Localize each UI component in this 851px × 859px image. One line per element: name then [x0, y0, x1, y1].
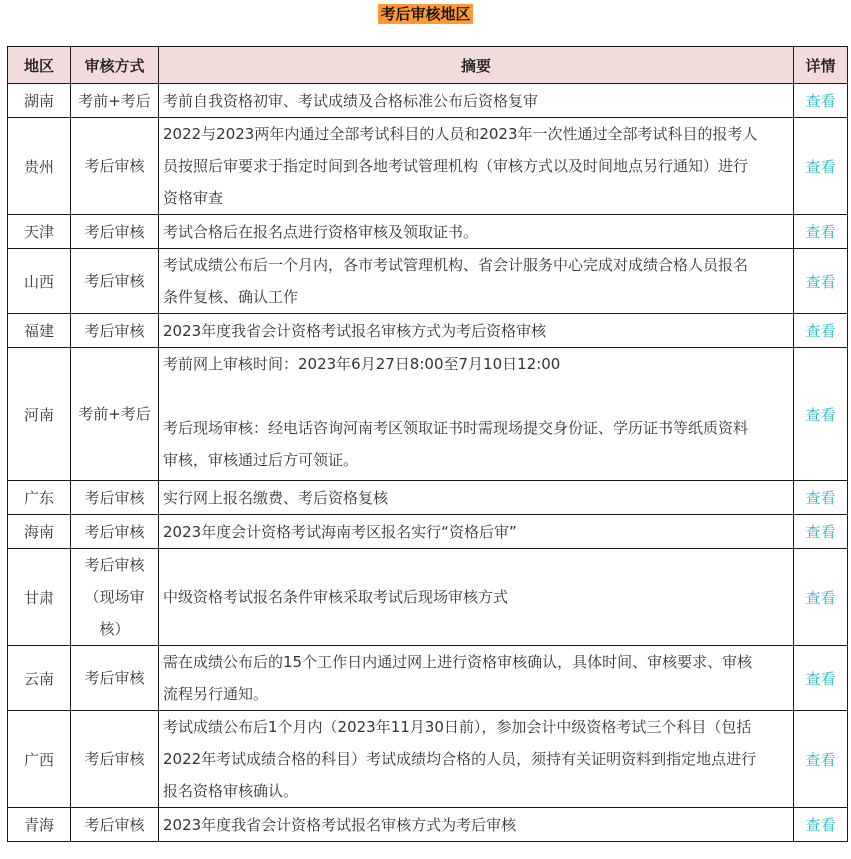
method-cell: 考后审核	[71, 215, 159, 249]
method-cell: 考后审核	[71, 118, 159, 215]
detail-cell	[794, 215, 848, 249]
region-cell: 海南	[8, 515, 71, 549]
header-summary: 摘要	[159, 47, 794, 84]
table-row	[8, 549, 848, 646]
regions-table	[7, 46, 848, 842]
header-row	[8, 47, 848, 84]
summary-line: 2023年度我省会计资格考试报名审核方式为考后审核	[163, 815, 517, 834]
table-row	[8, 481, 848, 515]
view-link[interactable]: 查看	[805, 588, 836, 607]
method-cell: 考后审核	[71, 808, 159, 842]
method-cell: 考后审核	[71, 711, 159, 808]
summary-line: 2023年度我省会计资格考试报名审核方式为考后资格审核	[163, 321, 547, 340]
summary-cell	[159, 215, 794, 249]
page-title: 考后审核地区	[380, 5, 471, 23]
view-link[interactable]: 查看	[805, 669, 836, 688]
method-cell: 考后审核	[71, 314, 159, 348]
summary-line: 审核，审核通过后方可领证。	[163, 451, 359, 469]
region-cell: 天津	[8, 215, 71, 249]
detail-cell	[794, 314, 848, 348]
summary-line: 条件复核、确认工作	[163, 288, 299, 306]
detail-cell	[794, 249, 848, 314]
summary-line: 中级资格考试报名条件审核采取考试后现场审核方式	[163, 588, 509, 606]
method-cell: 考后审核	[71, 646, 159, 711]
method-line: 考后审核	[84, 556, 145, 574]
title-wrap	[0, 4, 851, 24]
view-link[interactable]: 查看	[805, 223, 836, 241]
detail-cell	[794, 646, 848, 711]
region-cell: 广西	[8, 711, 71, 808]
region-cell: 云南	[8, 646, 71, 711]
summary-line: 2022与2023两年内通过全部考试科目的人员和2023年一次性通过全部考试科目的报考人	[163, 125, 758, 143]
region-cell: 广东	[8, 481, 71, 515]
header-method: 审核方式	[71, 47, 159, 84]
summary-cell	[159, 249, 794, 314]
table-row	[8, 515, 848, 549]
summary-line: 2022年考试成绩合格的科目）考试成绩均合格的人员，须持有关证明资料到指定地点进行	[163, 750, 757, 768]
summary-line: 流程另行通知。	[163, 685, 269, 703]
summary-line: 报名资格审核确认。	[163, 782, 299, 800]
summary-cell	[159, 84, 794, 118]
summary-cell	[159, 481, 794, 515]
method-cell: 考前+考后	[71, 84, 159, 118]
region-cell: 湖南	[8, 84, 71, 118]
table-row	[8, 646, 848, 711]
region-cell: 河南	[8, 348, 71, 481]
method-cell: 考前+考后	[71, 348, 159, 481]
summary-line: 需在成绩公布后的15个工作日内通过网上进行资格审核确认，具体时间、审核要求、审核	[163, 653, 753, 671]
method-cell	[71, 549, 159, 646]
detail-cell	[794, 808, 848, 842]
header-region: 地区	[8, 47, 71, 84]
summary-cell	[159, 808, 794, 842]
summary-cell	[159, 314, 794, 348]
view-link[interactable]: 查看	[805, 272, 836, 291]
detail-cell	[794, 481, 848, 515]
header-detail: 详情	[794, 47, 848, 84]
summary-line: 资格审查	[163, 189, 224, 207]
view-link[interactable]: 查看	[805, 322, 836, 340]
summary-line: 考试成绩公布后一个月内，各市考试管理机构、省会计服务中心完成对成绩合格人员报名	[163, 256, 749, 274]
view-link[interactable]: 查看	[805, 489, 836, 507]
view-link[interactable]: 查看	[805, 92, 836, 110]
method-cell: 考后审核	[71, 249, 159, 314]
view-link[interactable]: 查看	[805, 816, 836, 834]
summary-line: 考前网上审核时间：2023年6月27日8:00至7月10日12:00	[163, 355, 561, 373]
table-row	[8, 215, 848, 249]
summary-line: 考后现场审核：经电话咨询河南考区领取证书时需现场提交身份证、学历证书等纸质资料	[163, 419, 749, 437]
summary-line: 实行网上报名缴费、考后资格复核	[163, 488, 389, 507]
region-cell: 甘肃	[8, 549, 71, 646]
detail-cell	[794, 515, 848, 549]
summary-cell	[159, 646, 794, 711]
region-cell: 山西	[8, 249, 71, 314]
detail-cell	[794, 549, 848, 646]
method-cell: 考后审核	[71, 481, 159, 515]
detail-cell	[794, 711, 848, 808]
summary-line: 员按照后审要求于指定时间到各地考试管理机构（审核方式以及时间地点另行通知）进行	[163, 157, 749, 175]
region-cell: 贵州	[8, 118, 71, 215]
method-line: 核）	[99, 620, 130, 638]
method-cell: 考后审核	[71, 515, 159, 549]
table-row	[8, 314, 848, 348]
view-link[interactable]: 查看	[805, 157, 836, 176]
view-link[interactable]: 查看	[805, 523, 836, 541]
detail-cell	[794, 118, 848, 215]
summary-cell	[159, 515, 794, 549]
view-link[interactable]: 查看	[805, 750, 836, 769]
summary-cell	[159, 711, 794, 808]
summary-cell	[159, 348, 794, 481]
summary-cell	[159, 118, 794, 215]
summary-line: 考试合格后在报名点进行资格审核及领取证书。	[163, 222, 479, 241]
region-cell: 青海	[8, 808, 71, 842]
summary-line: 考试成绩公布后1个月内（2023年11月30日前），参加会计中级资格考试三个科目（包括	[163, 718, 752, 736]
detail-cell	[794, 84, 848, 118]
table-row	[8, 249, 848, 314]
summary-line: 2023年度会计资格考试海南考区报名实行“资格后审”	[163, 522, 517, 541]
region-cell: 福建	[8, 314, 71, 348]
summary-cell	[159, 549, 794, 646]
table-row	[8, 348, 848, 481]
table-row	[8, 84, 848, 118]
detail-cell	[794, 348, 848, 481]
table-row	[8, 711, 848, 808]
table-row	[8, 808, 848, 842]
summary-blank-line	[163, 380, 789, 412]
method-line: （现场审	[84, 588, 145, 606]
table-row	[8, 118, 848, 215]
view-link[interactable]: 查看	[805, 405, 836, 424]
summary-line: 考前自我资格初审、考试成绩及合格标准公布后资格复审	[163, 91, 539, 110]
